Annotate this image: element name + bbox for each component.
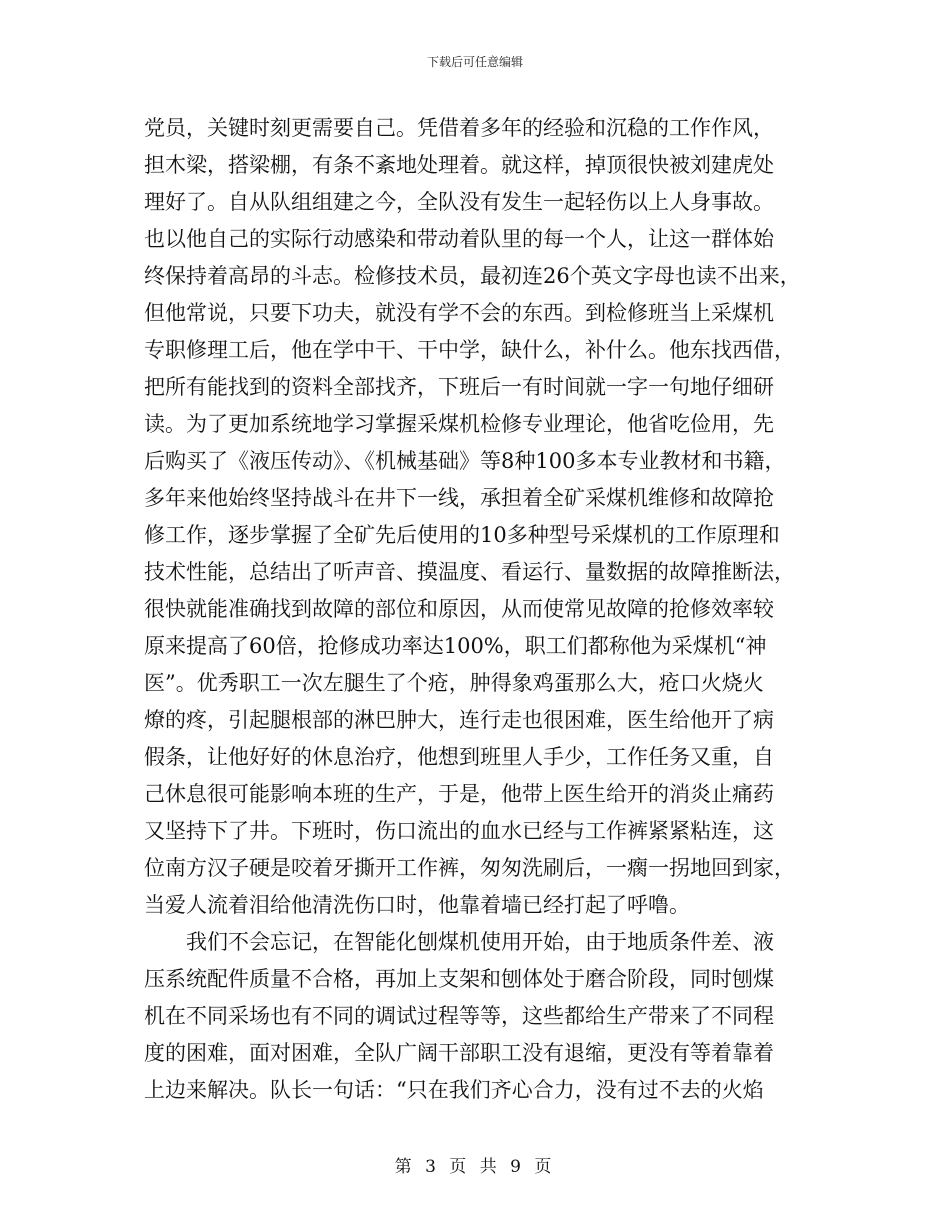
text-line: 后购买了《液压传动》、《机械基础》等8种100多本专业教材和书籍， — [144, 449, 786, 473]
text-line: 担木梁，搭梁棚，有条不紊地处理着。就这样，掉顶很快被刘建虎处 — [144, 153, 774, 177]
text-line: 上边来解决。队长一句话：“只在我们齐心合力，没有过不去的火焰 — [144, 1078, 764, 1102]
text-line: 度的困难，面对困难，全队广阔干部职工没有退缩，更没有等着靠着 — [144, 1041, 774, 1065]
text-line: 很快就能准确找到故障的部位和原因，从而使常见故障的抢修效率较 — [144, 597, 774, 621]
text-line: 假条，让他好好的休息治疗，他想到班里人手少，工作任务又重，自 — [144, 745, 774, 769]
text-line: 终保持着高昂的斗志。检修技术员，最初连26个英文字母也读不出来， — [144, 264, 801, 288]
text-line: 当爱人流着泪给他清洗伤口时，他靠着墙已经打起了呼噜。 — [144, 893, 690, 917]
text-line: 机在不同采场也有不同的调试过程等等，这些都给生产带来了不同程 — [144, 1004, 774, 1028]
text-line: 医”。优秀职工一次左腿生了个疮，肿得象鸡蛋那么大，疮口火烧火 — [144, 671, 764, 695]
text-line: 多年来他始终坚持战斗在井下一线，承担着全矿采煤机维修和故障抢 — [144, 486, 774, 510]
text-line: 又坚持下了井。下班时，伤口流出的血水已经与工作裤紧紧粘连，这 — [144, 819, 774, 843]
page-header: 下载后可任意编辑 — [426, 55, 523, 69]
text-line: 但他常说，只要下功夫，就没有学不会的东西。到检修班当上采煤机 — [144, 301, 774, 325]
text-line: 专职修理工后，他在学中干、干中学，缺什么，补什么。他东找西借， — [144, 338, 795, 362]
text-line: 读。为了更加系统地学习掌握采煤机检修专业理论，他省吃俭用，先 — [144, 412, 774, 436]
text-line: 党员，关键时刻更需要自己。凭借着多年的经验和沉稳的工作作风， — [144, 116, 774, 140]
text-line: 修工作，逐步掌握了全矿先后使用的10多种型号采煤机的工作原理和 — [144, 523, 780, 547]
text-line: 技术性能，总结出了听声音、摸温度、看运行、量数据的故障推断法， — [144, 560, 795, 584]
text-line: 位南方汉子硬是咬着牙撕开工作裤，匆匆洗刷后，一瘸一拐地回到家， — [144, 856, 795, 880]
text-line: 压系统配件质量不合格，再加上支架和刨体处于磨合阶段，同时刨煤 — [144, 967, 774, 991]
text-line: 原来提高了60倍，抢修成功率达100%，职工们都称他为采煤机“神 — [144, 634, 767, 658]
paragraph-first-line: 我们不会忘记，在智能化刨煤机使用开始，由于地质条件差、液 — [186, 930, 774, 954]
text-line: 也以他自己的实际行动感染和带动着队里的每一个人，让这一群体始 — [144, 227, 774, 251]
page-footer: 第 3 页 共 9 页 — [394, 1157, 556, 1177]
text-line: 己休息很可能影响本班的生产，于是，他带上医生给开的消炎止痛药 — [144, 782, 774, 806]
text-line: 把所有能找到的资料全部找齐，下班后一有时间就一字一句地仔细研 — [144, 375, 774, 399]
text-line: 燎的疼，引起腿根部的淋巴肿大，连行走也很困难，医生给他开了病 — [144, 708, 774, 732]
text-line: 理好了。自从队组组建之今，全队没有发生一起轻伤以上人身事故。 — [144, 190, 774, 214]
